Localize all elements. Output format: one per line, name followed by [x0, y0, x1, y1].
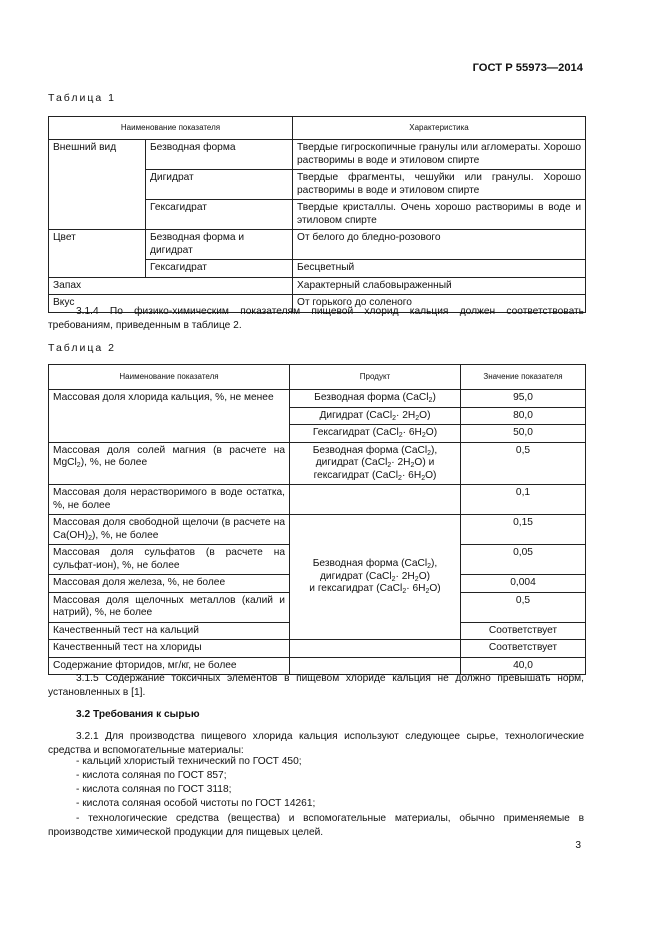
value-cell: 0,05: [461, 545, 586, 575]
table2-header-product: Продукт: [290, 365, 461, 390]
table-row: [49, 515, 586, 545]
desc-cell: От белого до бледно-розового: [293, 230, 586, 260]
document-code: ГОСТ Р 55973—2014: [472, 62, 583, 74]
value-cell: Соответствует: [461, 640, 586, 658]
table-row: [49, 485, 586, 515]
desc-cell: От горького до соленого: [293, 295, 586, 313]
list-item: - кислота соляная по ГОСТ 3118;: [76, 784, 232, 795]
desc-cell: Характерный слабовыраженный: [293, 277, 586, 295]
param-cell: Массовая доля хлорида кальция, %, не менее: [49, 390, 290, 443]
table-row: [49, 442, 586, 485]
value-cell: Соответствует: [461, 622, 586, 640]
param-cell: Массовая доля щелочных металлов (калий и натрий), %, не более: [49, 592, 290, 622]
value-cell: 0,1: [461, 485, 586, 515]
appearance-label: Внешний вид: [49, 140, 146, 230]
value-cell: 80,0: [461, 407, 586, 425]
list-item: - кальций хлористый технический по ГОСТ 450;: [76, 756, 302, 767]
table1-header-param: Наименование показателя: [49, 117, 293, 140]
value-cell: 0,004: [461, 575, 586, 593]
taste-label: Вкус: [49, 295, 293, 313]
table-row: [49, 390, 586, 408]
desc-cell: Бесцветный: [293, 260, 586, 278]
list-item: - кислота соляная особой чистоты по ГОСТ 14261;: [76, 798, 316, 809]
desc-cell: Твердые кристаллы. Очень хорошо растворимы в воде и этиловом спирте: [293, 200, 586, 230]
form-cell: Дигидрат: [146, 170, 293, 200]
param-cell: Массовая доля солей магния (в расчете на MgCl$_2$), %, не более: [49, 442, 290, 485]
table2-caption: Таблица 2: [48, 342, 116, 354]
param-cell: Массовая доля железа, %, не более: [49, 575, 290, 593]
product-cell: Гексагидрат (CaCl$_2$· $6H_2O$): [290, 425, 461, 443]
value-cell: 50,0: [461, 425, 586, 443]
value-cell: 0,5: [461, 442, 586, 485]
form-cell: Безводная форма и дигидрат: [146, 230, 293, 260]
param-cell: Массовая доля сульфатов (в расчете на сульфат-ион), %, не более: [49, 545, 290, 575]
param-cell: Содержание фторидов, мг/кг, не более: [49, 657, 290, 675]
paragraph-3-1-4: 3.1.4 По физико-химическим показателям пищевой хлорид кальция должен соответствовать требованиям, приведенным в таблице 2.: [48, 306, 584, 331]
value-cell: 40,0: [461, 657, 586, 675]
smell-label: Запах: [49, 277, 293, 295]
table-row: [49, 277, 586, 295]
product-cell: [290, 640, 461, 658]
list-item-tech: - технологические средства (вещества) и вспомогательные материалы, обычно применяемые в производстве химической продукции для пищевых целей.: [48, 813, 584, 838]
value-cell: 0,5: [461, 592, 586, 622]
table-row: [49, 640, 586, 658]
product-cell: Безводная форма (CaCl$_2$), дигидрат (CaCl$_2$· $2H_2O$) и гексагидрат (CaCl$_2$· $6H_2O$): [290, 515, 461, 640]
table1-caption: Таблица 1: [48, 92, 116, 104]
product-cell: Безводная форма (CaCl$_2$): [290, 390, 461, 408]
table1-header-char: Характеристика: [293, 117, 586, 140]
form-cell: Безводная форма: [146, 140, 293, 170]
param-cell: Качественный тест на хлориды: [49, 640, 290, 658]
table-row: [49, 140, 586, 170]
list-item: - кислота соляная по ГОСТ 857;: [76, 770, 227, 781]
product-cell: [290, 485, 461, 515]
color-label: Цвет: [49, 230, 146, 278]
param-cell: Качественный тест на кальций: [49, 622, 290, 640]
form-cell: Гексагидрат: [146, 200, 293, 230]
product-cell: Дигидрат (CaCl$_2$· $2H_2O$): [290, 407, 461, 425]
product-cell: Безводная форма (CaCl$_2$), дигидрат (CaCl$_2$· $2H_2O$) и гексагидрат (CaCl$_2$· $6H_2O$): [290, 442, 461, 485]
table-row: [49, 230, 586, 260]
value-cell: 0,15: [461, 515, 586, 545]
form-cell: Гексагидрат: [146, 260, 293, 278]
param-cell: Массовая доля свободной щелочи (в расчете на $Ca(OH)_2$), %, не более: [49, 515, 290, 545]
paragraph-3-2-1: 3.2.1 Для производства пищевого хлорида кальция используют следующее сырье, технологические средства и вспомогательные материалы:: [48, 731, 584, 756]
table1: [48, 116, 586, 313]
table2: [48, 364, 586, 675]
section-heading-3-2: 3.2 Требования к сырью: [76, 709, 200, 720]
desc-cell: Твердые фрагменты, чешуйки или гранулы. Хорошо растворимы в воде и этиловом спирте: [293, 170, 586, 200]
page-number: 3: [575, 840, 581, 851]
table2-header-param: Наименование показателя: [49, 365, 290, 390]
table2-header-value: Значение показателя: [461, 365, 586, 390]
desc-cell: Твердые гигроскопичные гранулы или агломераты. Хорошо растворимы в воде и этиловом спирте: [293, 140, 586, 170]
paragraph-3-1-5: 3.1.5 Содержание токсичных элементов в пищевом хлориде кальция не должно превышать норм, установленных в [1].: [48, 673, 584, 698]
value-cell: 95,0: [461, 390, 586, 408]
param-cell: Массовая доля нерастворимого в воде остатка, %, не более: [49, 485, 290, 515]
